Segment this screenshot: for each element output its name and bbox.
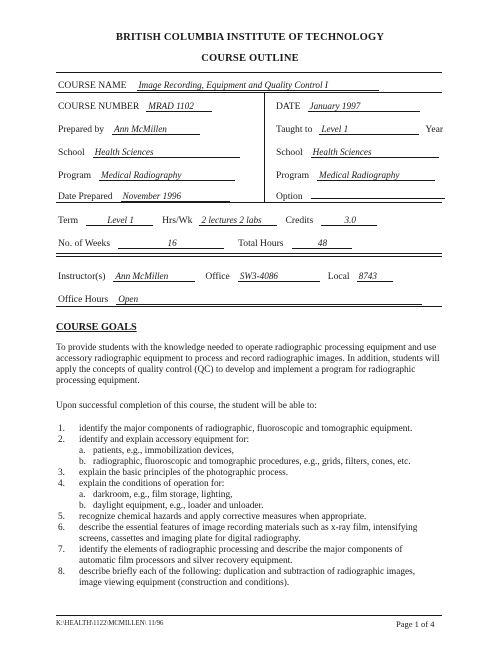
date-prepared-row (58, 186, 230, 204)
date-row (276, 96, 420, 114)
office-hours-value: Open (116, 294, 422, 305)
office-hours-label: Office Hours (58, 294, 109, 305)
local-value: 8743 (357, 271, 393, 282)
course-name-row (58, 75, 379, 93)
hrs-wk-label: Hrs/Wk (162, 215, 193, 226)
footer-file-path: K:\HEALTH\1122\MCMILLEN\ 11/96 (56, 620, 164, 627)
school-right-row (276, 142, 439, 160)
objective-text: describe briefly each of the following: duplication and subtraction of radiographic images, (79, 567, 416, 577)
course-name-label: COURSE NAME (58, 80, 127, 91)
course-goals-intro: Upon successful completion of this course, the student will be able to: (56, 401, 317, 411)
course-goals-paragraph: To provide students with the knowledge needed to operate radiographic processing equipment and use accessory radiographic equipment to process and record radiographic images. In addition, students will apply the concepts of quality control (QC) to develop and implement a program for radiographic processing equipment. (56, 343, 440, 386)
office-label: Office (205, 271, 230, 282)
footer-rule (56, 615, 442, 616)
objective-text: identify the elements of radiographic processing and describe the major components of (79, 545, 403, 555)
program-left-value: Medical Radiography (99, 170, 235, 181)
instructor-value: Ann McMillen (113, 271, 195, 282)
weeks-label: No. of Weeks (58, 238, 111, 249)
term-row (58, 210, 377, 228)
office-hours-row (58, 289, 422, 307)
option-value (311, 198, 445, 199)
objective-number: 2. (58, 435, 65, 445)
objective-text: describe the essential features of image recording materials such as x-ray film, intensifying (79, 523, 418, 533)
objective-text: recognize chemical hazards and apply corrective measures when appropriate. (79, 512, 367, 522)
school-right-value: Health Sciences (311, 147, 439, 158)
date-label: DATE (276, 101, 301, 112)
objective-number: a. (79, 490, 86, 500)
program-right-row (276, 165, 435, 183)
objective-text: identify the major components of radiographic, fluoroscopic and tomographic equipment. (79, 424, 413, 434)
form-rule-lower-double (56, 256, 442, 257)
hrs-wk-value: 2 lectures 2 labs (199, 215, 277, 226)
objective-number: 5. (58, 512, 65, 522)
prepared-by-value: Ann McMillen (112, 124, 200, 135)
school-left-row (58, 142, 240, 160)
school-right-label: School (276, 147, 303, 158)
form-rule-lower (56, 253, 442, 254)
taught-to-row (276, 119, 443, 137)
objective-number: 7. (58, 545, 65, 555)
objective-number: 3. (58, 468, 65, 478)
objective-text: explain the conditions of operation for: (79, 479, 225, 489)
option-label: Option (276, 191, 303, 202)
objective-text: identify and explain accessory equipment for: (79, 435, 250, 445)
prepared-by-row (58, 119, 200, 137)
year-label: Year (425, 124, 444, 135)
program-left-row (58, 165, 235, 183)
credits-value: 3.0 (321, 215, 377, 226)
objective-number: 1. (58, 424, 65, 434)
objective-text: explain the basic principles of the photographic process. (79, 468, 289, 478)
instructor-label: Instructor(s) (58, 271, 106, 282)
course-number-row (58, 96, 212, 114)
date-prepared-value: November 1996 (121, 191, 230, 202)
objective-number: 8. (58, 567, 65, 577)
course-number-value: MRAD 1102 (146, 101, 212, 112)
objective-text: patients, e.g., immobilization devices, (93, 446, 234, 456)
footer-page-number: Page 1 of 4 (396, 619, 435, 629)
course-goals-heading: COURSE GOALS (56, 322, 137, 333)
date-prepared-label: Date Prepared (58, 191, 113, 202)
taught-to-label: Taught to (276, 124, 313, 135)
objective-text: daylight equipment, e.g., loader and unloader. (93, 501, 264, 511)
total-hours-label: Total Hours (238, 238, 284, 249)
instructor-row (58, 266, 393, 284)
credits-label: Credits (285, 215, 314, 226)
taught-to-value: Level 1 (319, 124, 419, 135)
weeks-row (58, 233, 352, 251)
program-right-label: Program (276, 170, 310, 181)
objective-number: b. (79, 501, 86, 511)
program-right-value: Medical Radiography (317, 170, 435, 181)
course-number-label: COURSE NUMBER (58, 101, 140, 112)
local-label: Local (327, 271, 350, 282)
term-label: Term (58, 215, 79, 226)
total-hours-value: 48 (292, 238, 352, 249)
program-left-label: Program (58, 170, 92, 181)
institute-name: BRITISH COLUMBIA INSTITUTE OF TECHNOLOGY (115, 32, 385, 43)
prepared-by-label: Prepared by (58, 124, 105, 135)
objective-text: screens, cassettes and imaging plate for digital radiography. (79, 534, 301, 544)
weeks-value: 16 (118, 238, 224, 249)
objective-number: b. (79, 457, 86, 467)
objective-text: darkroom, e.g., film storage, lighting, (93, 490, 233, 500)
date-value: January 1997 (308, 101, 420, 112)
course-name-value: Image Recording, Equipment and Quality Control I (137, 80, 379, 91)
objective-number: 6. (58, 523, 65, 533)
document-title: COURSE OUTLINE (201, 53, 299, 64)
school-left-label: School (58, 147, 85, 158)
objective-text: image viewing equipment (construction and conditions). (79, 578, 290, 588)
term-value: Level 1 (86, 215, 153, 226)
form-column-divider (264, 92, 265, 202)
form-top-rule (56, 72, 442, 73)
objective-number: 4. (58, 479, 65, 489)
objective-number: a. (79, 446, 86, 456)
school-left-value: Health Sciences (93, 147, 240, 158)
objective-text: automatic film processors and silver recovery equipment. (79, 556, 293, 566)
office-value: SW3-4086 (238, 271, 320, 282)
option-row (276, 186, 445, 204)
objective-text: radiographic, fluoroscopic and tomographic procedures, e.g., grids, filters, cones, etc. (93, 457, 411, 467)
